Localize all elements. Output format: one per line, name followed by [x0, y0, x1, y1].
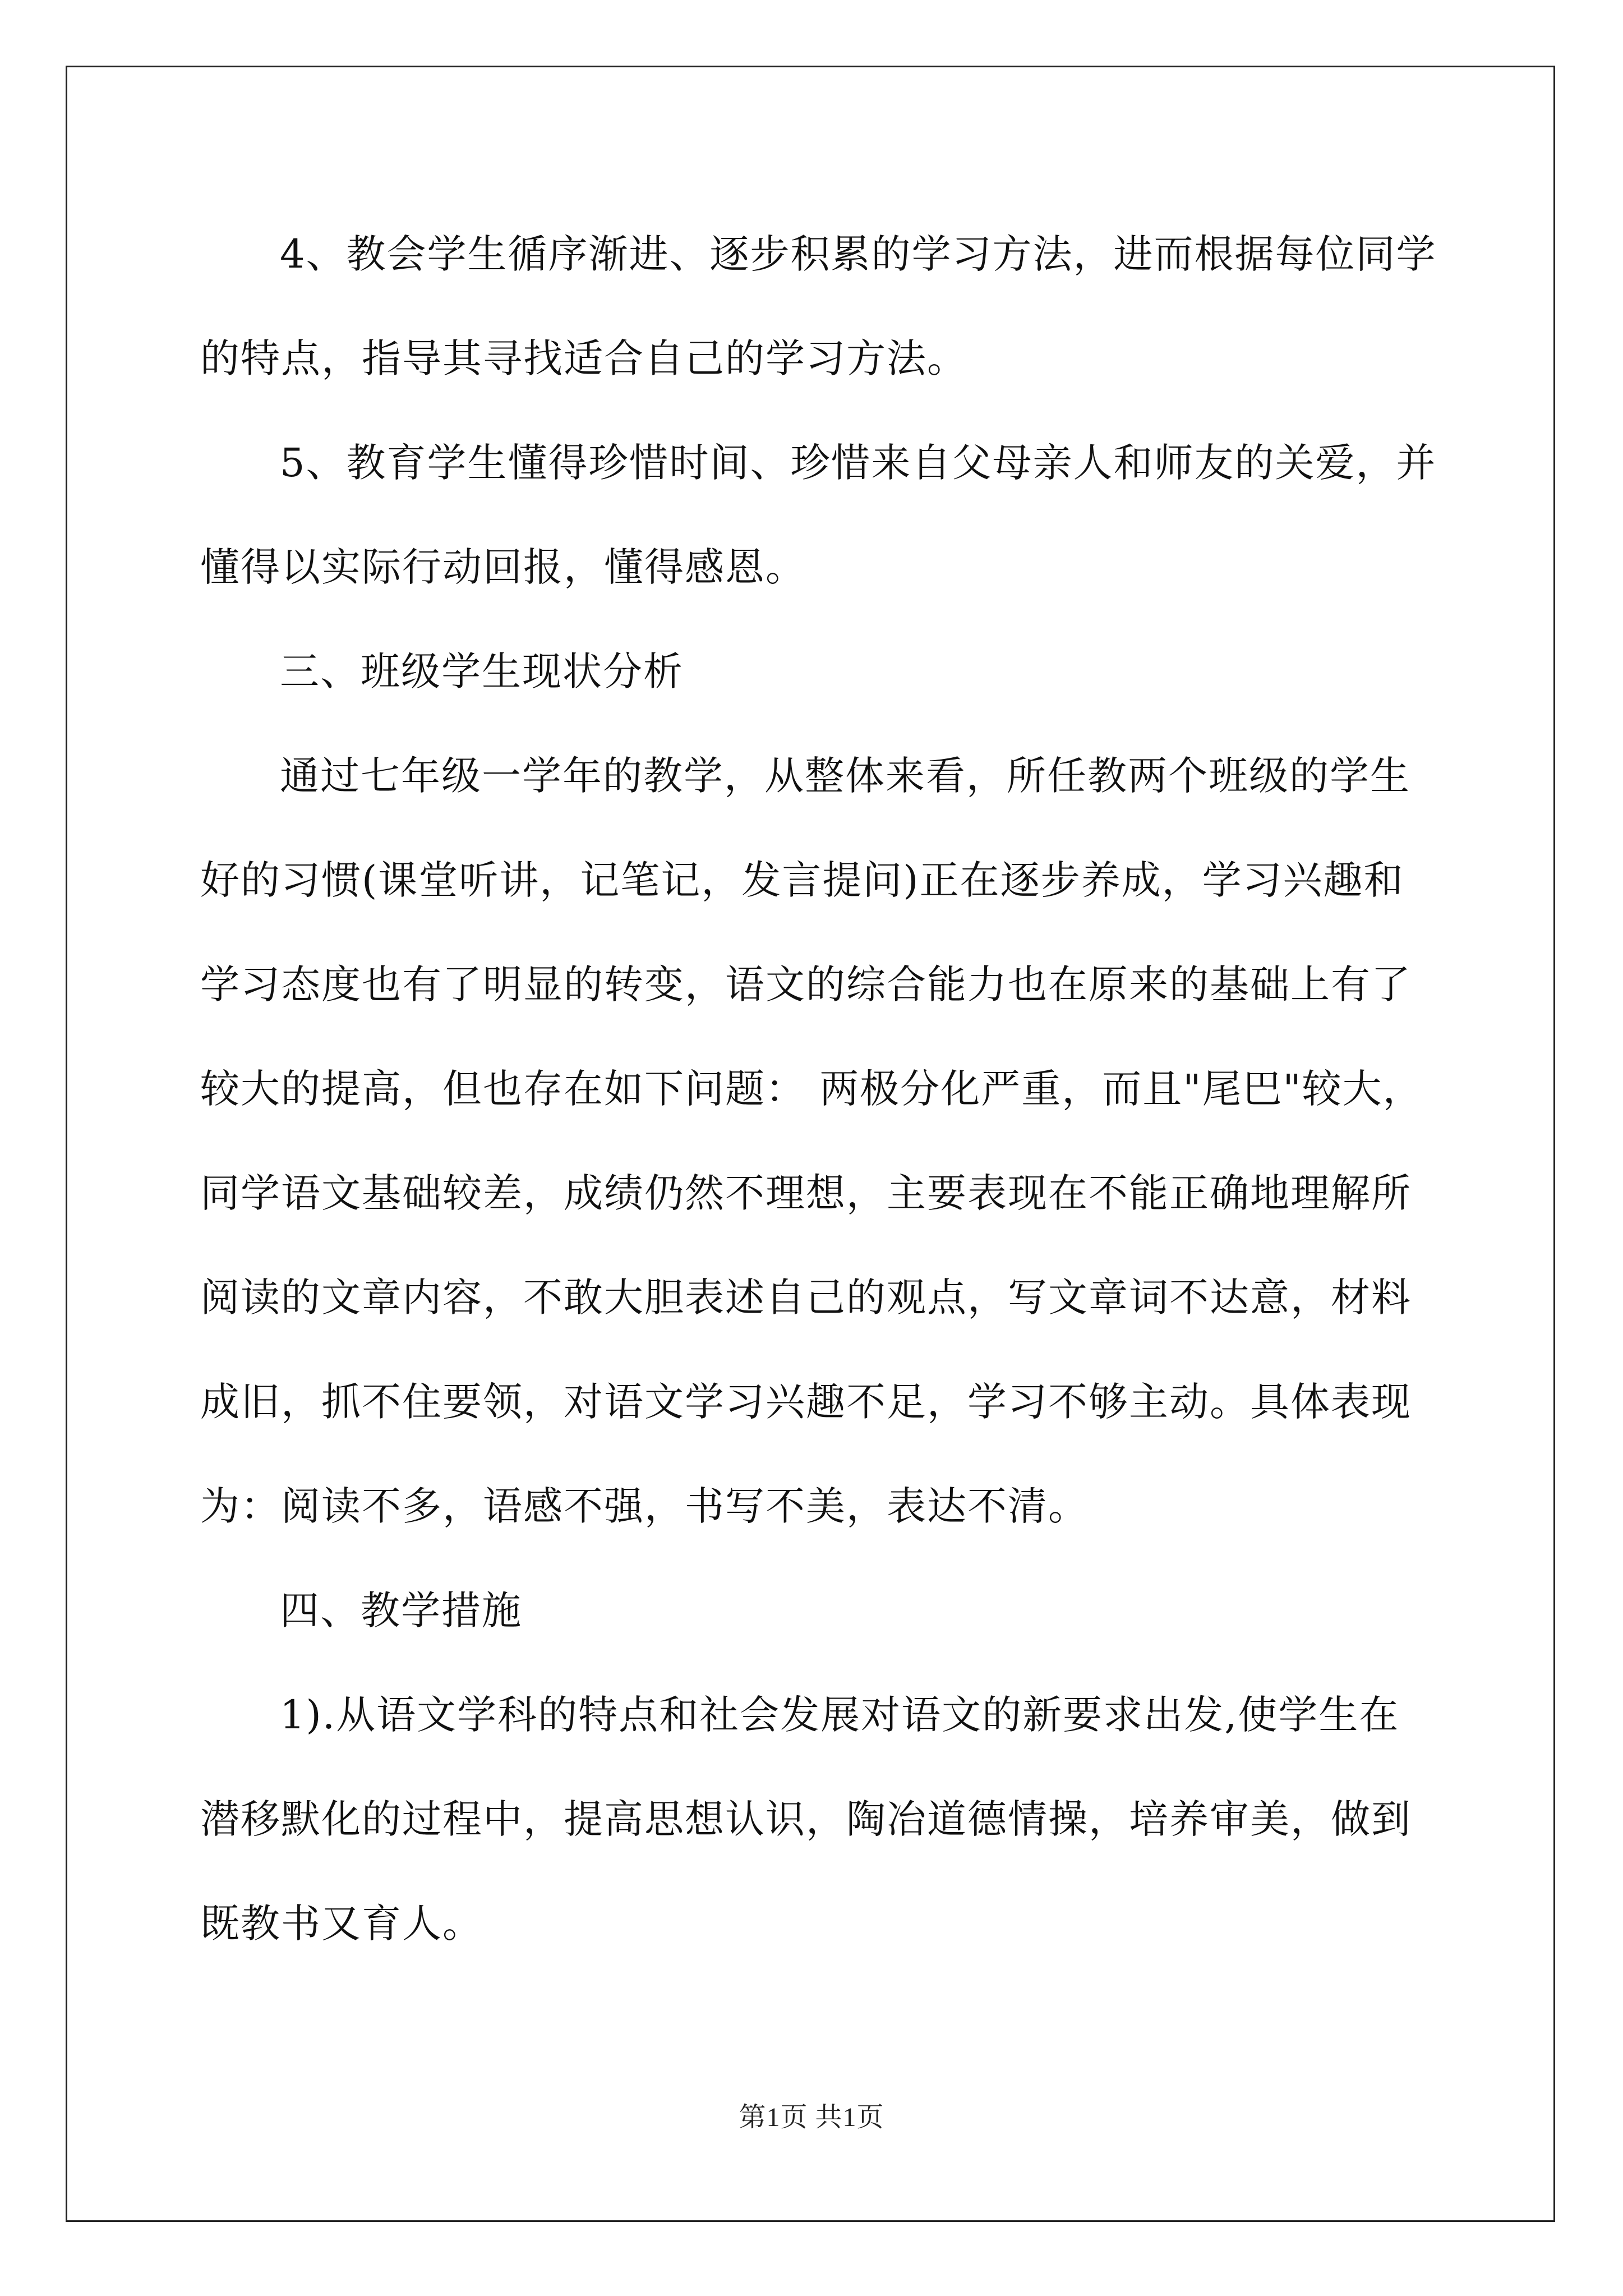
text-line: 的特点，指导其寻找适合自己的学习方法。	[200, 335, 967, 381]
text-line: 为：阅读不多，语感不强，书写不美，表达不清。	[200, 1483, 1089, 1529]
text-line: 好的习惯(课堂听讲，记笔记，发言提问)正在逐步养成，学习兴趣和	[200, 857, 1404, 903]
text-line: 懂得以实际行动回报，懂得感恩。	[200, 544, 806, 590]
text-line: 较大的提高，但也存在如下问题： 两极分化严重，而且"尾巴"较大，	[200, 1066, 1423, 1112]
text-line: 4、教会学生循序渐进、逐步积累的学习方法，进而根据每位同学	[280, 231, 1437, 277]
text-line: 1).从语文学科的特点和社会发展对语文的新要求出发,使学生在	[280, 1692, 1400, 1738]
text-line: 同学语文基础较差，成绩仍然不理想，主要表现在不能正确地理解所	[200, 1170, 1412, 1216]
text-line: 阅读的文章内容，不敢大胆表述自己的观点，写文章词不达意，材料	[200, 1274, 1412, 1320]
text-line: 5、教育学生懂得珍惜时间、珍惜来自父母亲人和师友的关爱，并	[280, 440, 1437, 486]
text-line: 成旧，抓不住要领，对语文学习兴趣不足，学习不够主动。具体表现	[200, 1379, 1412, 1425]
text-line: 潜移默化的过程中，提高思想认识，陶冶道德情操，培养审美，做到	[200, 1796, 1412, 1842]
text-line: 既教书又育人。	[200, 1901, 483, 1947]
text-line: 四、教学措施	[280, 1588, 522, 1634]
text-line: 通过七年级一学年的教学，从整体来看，所任教两个班级的学生	[280, 753, 1410, 799]
text-line: 三、班级学生现状分析	[280, 648, 684, 694]
page-footer: 第1页 共1页	[739, 2102, 884, 2132]
document-body	[200, 202, 1437, 1976]
text-line: 学习态度也有了明显的转变，语文的综合能力也在原来的基础上有了	[200, 961, 1412, 1007]
